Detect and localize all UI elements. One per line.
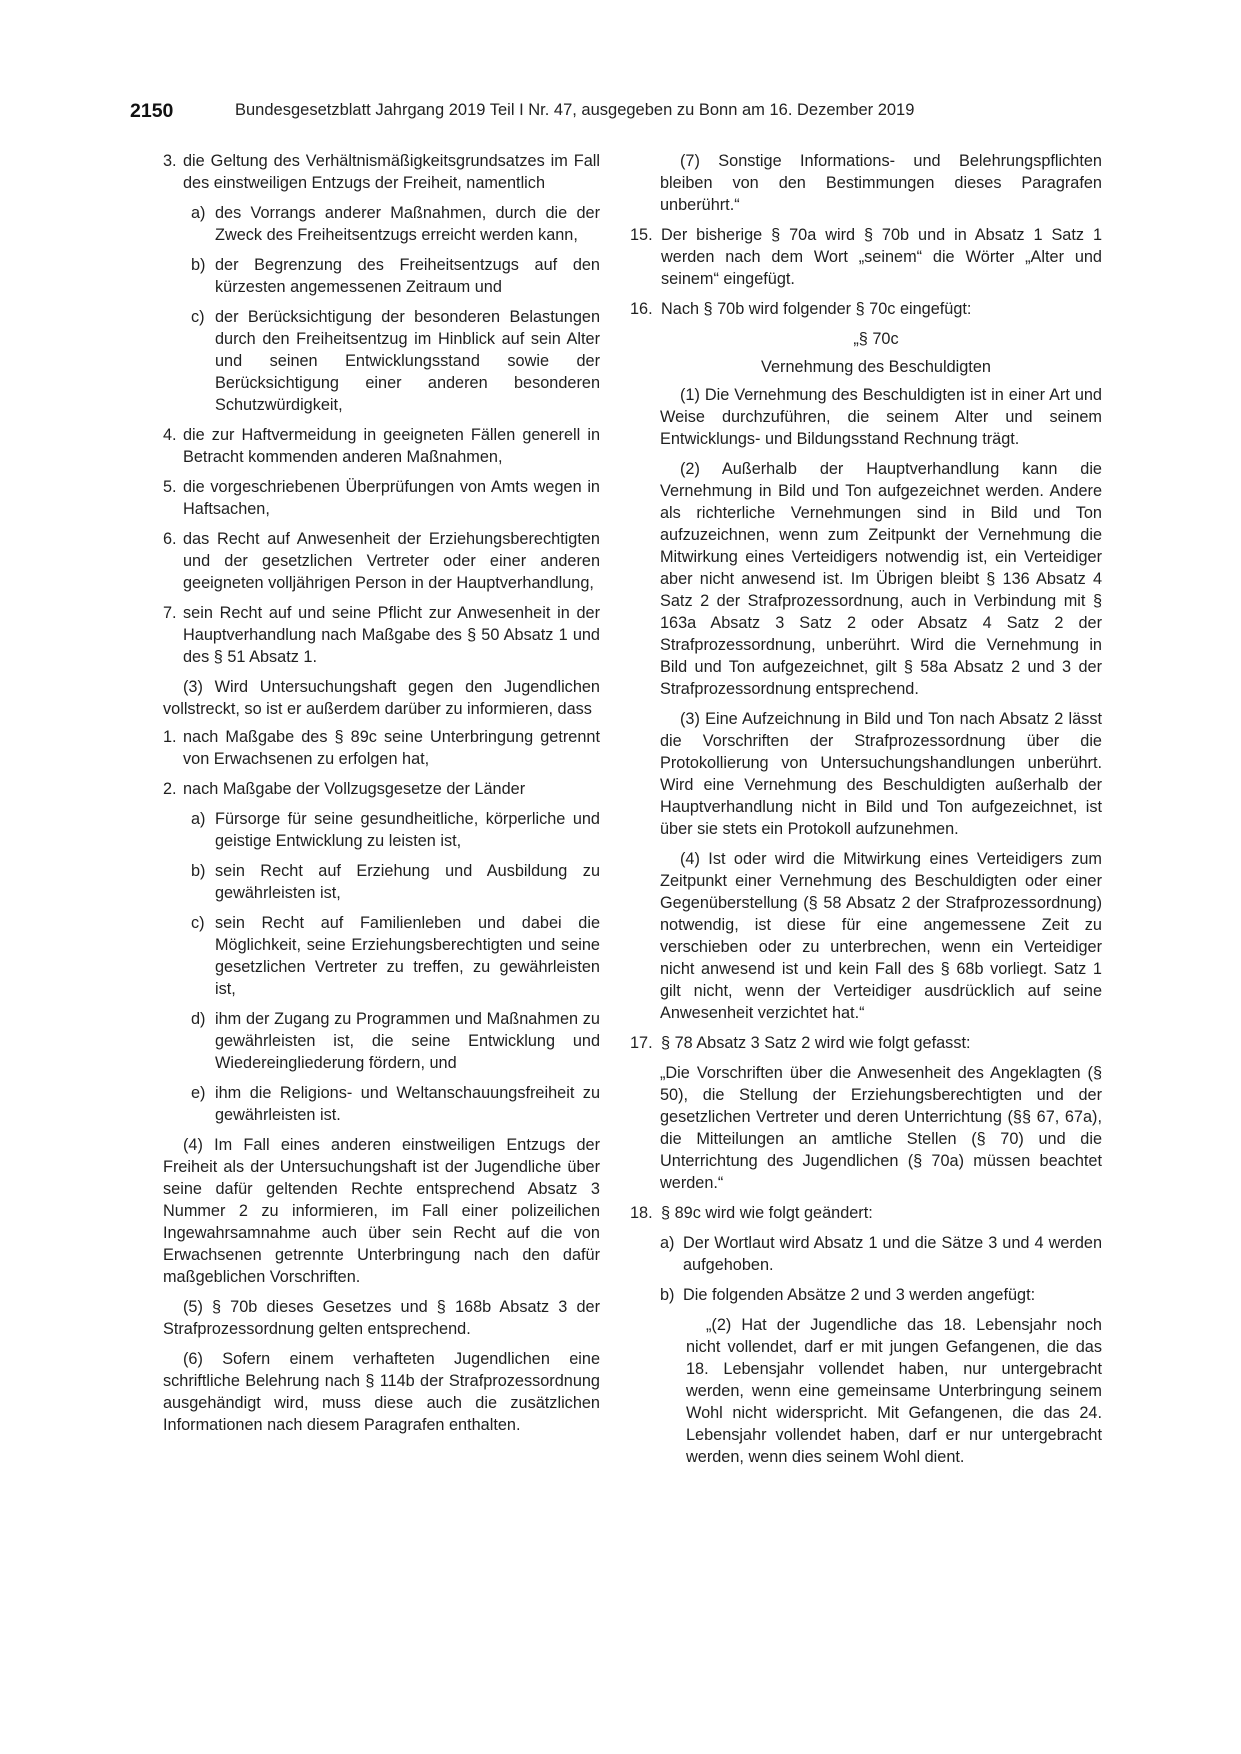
section-paragraph-1: (1) Die Vernehmung des Beschuldigten ist in einer Art und Weise durchzuführen, die seinem Alter und seinem Entwicklungs- und Bildungsstand Rechnung trägt. bbox=[660, 386, 1102, 448]
paragraph-6: (6) Sofern einem verhafteten Jugendlichen eine schriftliche Belehrung nach § 114b der Strafprozessordnung ausgehändigt wird, muss diese auch die zusätzlichen Informationen nach diesem Paragrafen enthalten. bbox=[163, 1350, 600, 1434]
list-item: b) sein Recht auf Erziehung und Ausbildung zu gewährleisten ist, bbox=[191, 862, 600, 902]
list-item: c) der Berücksichtigung der besonderen Belastungen durch den Freiheitsentzug im Hinblick auf sein Alter und seinen Entwicklungsstand sowie der Berücksichtigung einer anderen besonderen Schutzwürdigkeit, bbox=[191, 308, 600, 414]
list-item: 5. die vorgeschriebenen Überprüfungen von Amts wegen in Haftsachen, bbox=[163, 478, 600, 518]
list-item: b) der Begrenzung des Freiheitsentzugs auf den kürzesten angemessenen Zeitraum und bbox=[191, 256, 600, 296]
list-item: a) Fürsorge für seine gesundheitliche, körperliche und geistige Entwicklung zu leisten ist, bbox=[191, 810, 600, 850]
paragraph-5: (5) § 70b dieses Gesetzes und § 168b Absatz 3 der Strafprozessordnung gelten entsprechend. bbox=[163, 1298, 600, 1338]
paragraph-3: (3) Wird Untersuchungshaft gegen den Jugendlichen vollstreckt, so ist er außerdem darüber zu informieren, dass bbox=[163, 678, 600, 718]
list-item: 17. § 78 Absatz 3 Satz 2 wird wie folgt gefasst: bbox=[630, 1034, 971, 1052]
list-item: 3. die Geltung des Verhältnismäßigkeitsgrundsatzes im Fall des einstweiligen Entzugs der Freiheit, namentlich bbox=[163, 152, 600, 192]
list-item: a) Der Wortlaut wird Absatz 1 und die Sätze 3 und 4 werden aufgehoben. bbox=[660, 1234, 1102, 1274]
list-item: d) ihm der Zugang zu Programmen und Maßnahmen zu gewährleisten ist, die seine Entwicklung und Wiedereingliederung fördern, und bbox=[191, 1010, 600, 1072]
section-paragraph-2: (2) Außerhalb der Hauptverhandlung kann die Vernehmung in Bild und Ton aufgezeichnet werden. Andere als richterliche Vernehmungen sind in Bild und Ton aufzuzeichnen, wenn zum Zeitpunkt der Vernehmung die Mitwirkung eines Verteidigers notwendig ist, ein Verteidiger aber nicht anwesend ist. Im Übrigen bleibt § 136 Absatz 4 Satz 2 der Strafprozessordnung, auch in Verbindung mit § 163a Absatz 3 Satz 2 oder Absatz 4 Satz 2 der Strafprozessordnung, unberührt. Wird die Vernehmung in Bild und Ton aufgezeichnet, gilt § 58a Absatz 2 und 3 der Strafprozessordnung entsprechend. bbox=[660, 460, 1102, 698]
left-column bbox=[163, 150, 600, 1444]
list-item: 1. nach Maßgabe des § 89c seine Unterbringung getrennt von Erwachsenen zu erfolgen hat, bbox=[163, 728, 600, 768]
right-column bbox=[630, 150, 1102, 1476]
list-item: 18. § 89c wird wie folgt geändert: bbox=[630, 1204, 873, 1222]
page-header bbox=[130, 100, 1110, 126]
list-item: a) des Vorrangs anderer Maßnahmen, durch die der Zweck des Freiheitsentzugs erreicht werden kann, bbox=[191, 204, 600, 244]
section-paragraph-4: (4) Ist oder wird die Mitwirkung eines Verteidigers zum Zeitpunkt einer Vernehmung des Beschuldigten oder einer Gegenüberstellung (§ 58 Absatz 2 der Strafprozessordnung) notwendig, ist diese für eine angemessene Zeit zu verschieben oder zu unterbrechen, wenn ein Verteidiger nicht anwesend ist und kein Fall des § 68b vorliegt. Satz 1 gilt nicht, wenn der Verteidiger ausdrücklich auf seine Anwesenheit verzichtet hat.“ bbox=[660, 850, 1102, 1022]
list-item: 15. Der bisherige § 70a wird § 70b und in Absatz 1 Satz 1 werden nach dem Wort „seinem“ die Wörter „Alter und seinem“ eingefügt. bbox=[630, 226, 1102, 288]
quoted-text: „(2) Hat der Jugendliche das 18. Lebensjahr noch nicht vollendet, darf er mit jungen Gefangenen, die das 18. Lebensjahr vollendet haben, nur untergebracht werden, wenn eine gemeinsame Unterbringung seinem Wohl nicht widerspricht. Mit Gefangenen, die das 24. Lebensjahr vollendet haben, darf er nur untergebracht werden, wenn dies seinem Wohl dient. bbox=[686, 1316, 1102, 1466]
list-item: e) ihm die Religions- und Weltanschauungsfreiheit zu gewährleisten ist. bbox=[191, 1084, 600, 1124]
section-paragraph-3: (3) Eine Aufzeichnung in Bild und Ton nach Absatz 2 lässt die Vorschriften der Strafprozessordnung über die Protokollierung von Untersuchungshandlungen unberührt. Wird eine Vernehmung des Beschuldigten außerhalb der Hauptverhandlung nicht in Bild und Ton aufgezeichnet, ist über sie stets ein Protokoll aufzunehmen. bbox=[660, 710, 1102, 838]
list-item: 6. das Recht auf Anwesenheit der Erziehungsberechtigten und der gesetzlichen Vertreter oder einer anderen geeigneten volljährigen Person in der Hauptverhandlung, bbox=[163, 530, 600, 592]
list-item: b) Die folgenden Absätze 2 und 3 werden angefügt: bbox=[660, 1286, 1036, 1304]
list-item: 7. sein Recht auf und seine Pflicht zur Anwesenheit in der Hauptverhandlung nach Maßgabe des § 50 Absatz 1 und des § 51 Absatz 1. bbox=[163, 604, 600, 666]
page-number: 2150 bbox=[130, 100, 174, 122]
paragraph-4: (4) Im Fall eines anderen einstweiligen Entzugs der Freiheit als der Untersuchungshaft ist der Jugendliche über seine dafür geltenden Rechte entsprechend Absatz 3 Nummer 2 zu informieren, im Fall einer polizeilichen Ingewahrsamnahme auch über sein Recht auf die von Erwachsenen getrennte Unterbringung nach den dafür maßgeblichen Vorschriften. bbox=[163, 1136, 600, 1286]
paragraph-7: (7) Sonstige Informations- und Belehrungspflichten bleiben von den Bestimmungen dieses Paragrafen unberührt.“ bbox=[660, 152, 1102, 214]
list-item: 16. Nach § 70b wird folgender § 70c eingefügt: bbox=[630, 300, 972, 318]
gazette-title: Bundesgesetzblatt Jahrgang 2019 Teil I Nr. 47, ausgegeben zu Bonn am 16. Dezember 2019 bbox=[235, 101, 915, 119]
list-item: c) sein Recht auf Familienleben und dabei die Möglichkeit, seine Erziehungsberechtigten und seine gesetzlichen Vertreter zu treffen, zu gewährleisten ist, bbox=[191, 914, 600, 998]
list-item: 4. die zur Haftvermeidung in geeigneten Fällen generell in Betracht kommenden anderen Maßnahmen, bbox=[163, 426, 600, 466]
quoted-text: „Die Vorschriften über die Anwesenheit des Angeklagten (§ 50), die Stellung der Erziehungsberechtigten und der gesetzlichen Vertreter und deren Unterrichtung (§§ 67, 67a), die Mitteilungen an amtliche Stellen (§ 70) und die Unterrichtung des Jugendlichen (§ 70a) müssen beachtet werden.“ bbox=[660, 1064, 1102, 1192]
section-subtitle: Vernehmung des Beschuldigten bbox=[761, 358, 991, 376]
section-title: „§ 70c bbox=[853, 330, 899, 348]
list-item: 2. nach Maßgabe der Vollzugsgesetze der Länder bbox=[163, 780, 526, 798]
